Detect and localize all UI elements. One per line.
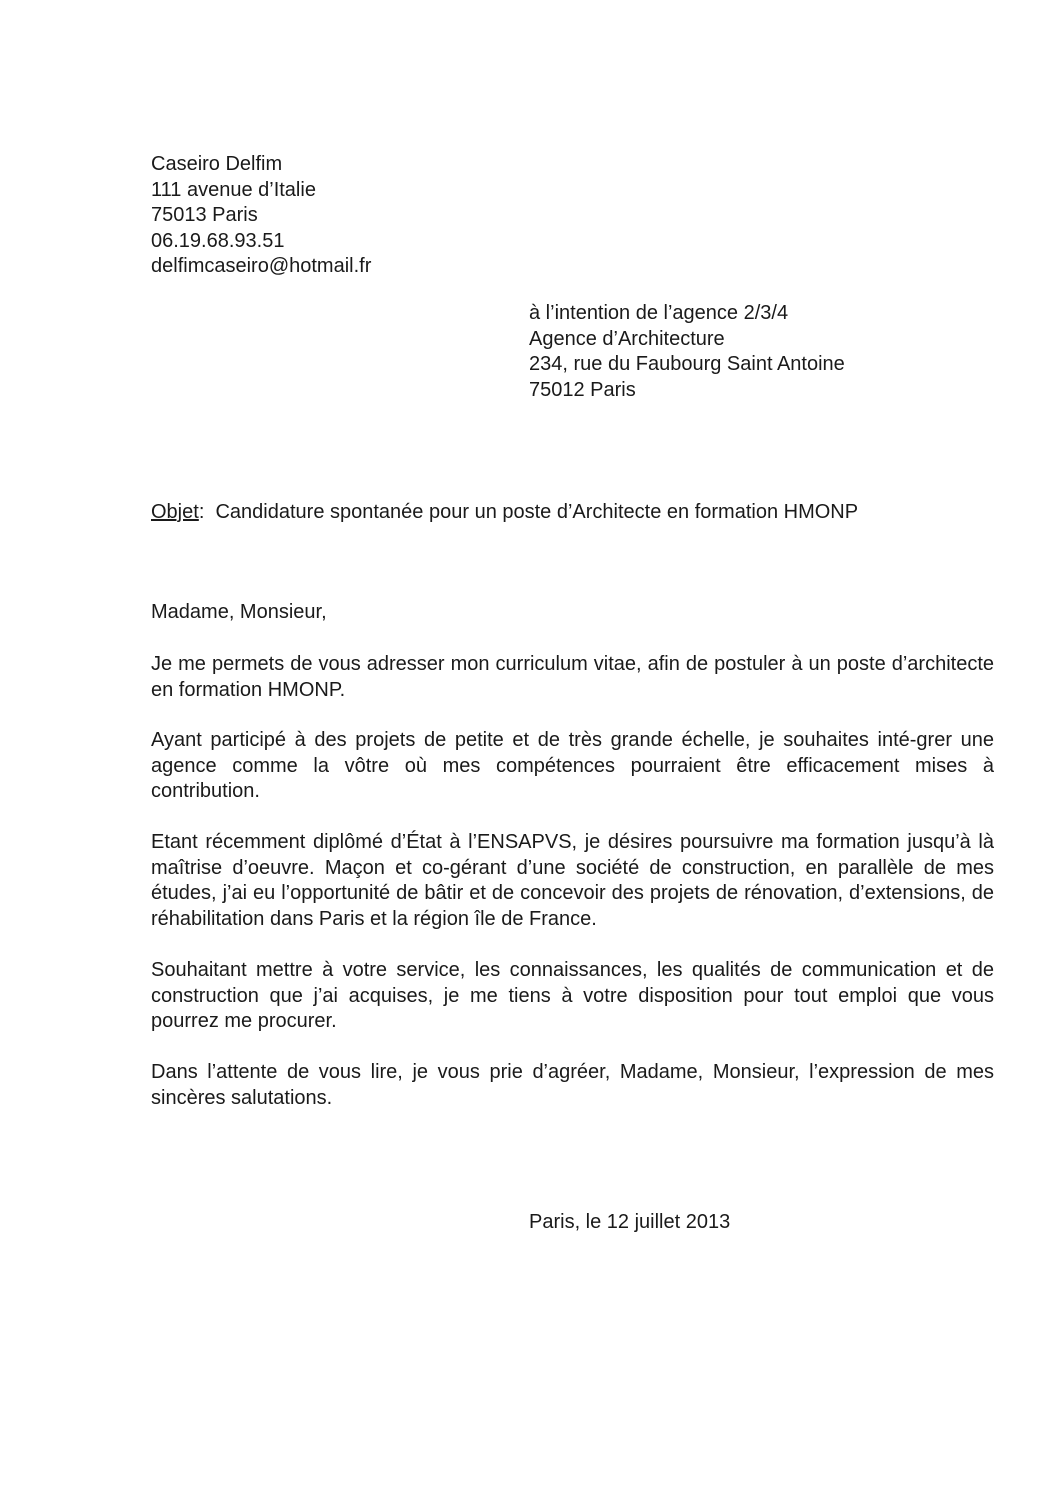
- recipient-company: Agence d’Architecture: [529, 327, 725, 350]
- subject-line: [151, 500, 858, 526]
- recipient-city: 75012 Paris: [529, 378, 636, 401]
- subject-label: Objet: [151, 501, 199, 523]
- letter-paragraph: Etant récemment diplômé d’État à l’ENSAPVS, je désires poursuivre ma formation jusqu’à là maîtrise d’oeuvre. Maçon et co-gérant d’une société de construction, en parallèle de mes études, j’ai eu l’opportunité de bâtir et de concevoir des projets de rénovation, d’extensions, de réhabilitation dans Paris et la région île de France.: [151, 831, 994, 930]
- subject-text: Candidature spontanée pour un poste d’Architecte en formation HMONP: [215, 501, 859, 523]
- letter-paragraph: Je me permets de vous adresser mon curriculum vitae, afin de postuler à un poste d’architecte en formation HMONP.: [151, 653, 994, 701]
- sender-city: 75013 Paris: [151, 204, 258, 226]
- sender-street: 111 avenue d’Italie: [151, 178, 316, 201]
- sender-phone: 06.19.68.93.51: [151, 229, 285, 252]
- letter-date: Paris, le 12 juillet 2013: [529, 1211, 731, 1233]
- recipient-address: [529, 301, 845, 403]
- letter-paragraph: Souhaitant mettre à votre service, les connaissances, les qualités de communication et de construction que j’ai acquises, je me tiens à votre disposition pour tout emploi que vous pourrez me procurer.: [151, 959, 994, 1032]
- sender-email: delfimcaseiro@hotmail.fr: [151, 255, 372, 277]
- sender-address: [151, 152, 371, 280]
- letter-paragraph: Dans l’attente de vous lire, je vous prie d’agréer, Madame, Monsieur, l’expression de mes sincères salutations.: [151, 1061, 994, 1109]
- recipient-attention: à l’intention de l’agence 2/3/4: [529, 302, 789, 324]
- sender-name: Caseiro Delfim: [151, 153, 283, 175]
- letter-greeting: Madame, Monsieur,: [151, 601, 327, 623]
- letter-paragraph: Ayant participé à des projets de petite et de très grande échelle, je souhaites inté-grer une agence comme la vôtre où mes compétences pourraient être efficacement mises à contribution.: [151, 729, 994, 802]
- subject-colon: :: [198, 501, 216, 523]
- recipient-street: 234, rue du Faubourg Saint Antoine: [529, 353, 845, 375]
